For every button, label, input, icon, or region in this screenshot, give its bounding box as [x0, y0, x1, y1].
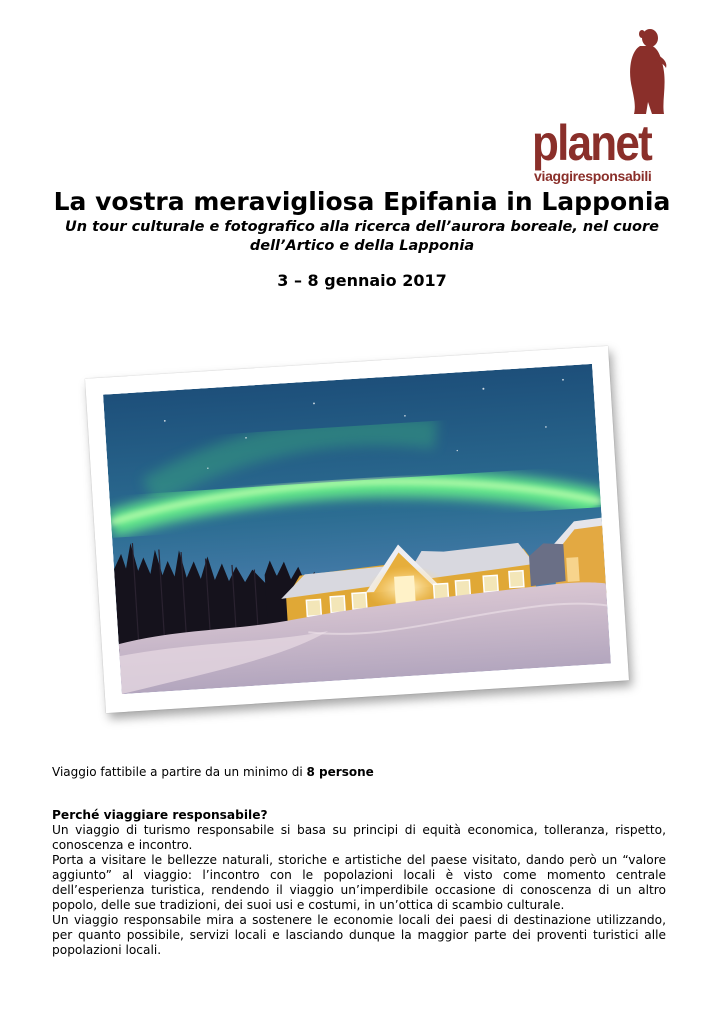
logo-wordmark: planet — [532, 115, 652, 171]
section-heading: Perché viaggiare responsabile? — [52, 808, 268, 822]
minimum-group-note — [52, 764, 672, 780]
section-paragraph: Porta a visitare le bellezze naturali, storiche e artistiche del paese visitato, dando però un “valore aggiunto” al viaggio: l’incontro con le popolazioni locali è visto come momento centrale dell’esperienza turistica, rendendo il viaggio un’imperdibile occasione di conoscenza di un altro popolo, delle sue tradizioni, dei suoi usi e costumi, in un’ottica di scambio culturale. — [52, 853, 666, 912]
note-group-size: 8 persone — [306, 765, 374, 779]
planet-logo — [532, 28, 678, 184]
logo-tagline: viaggiresponsabili — [534, 168, 652, 184]
trip-dates: 3 – 8 gennaio 2017 — [277, 271, 447, 290]
section-paragraph: Un viaggio responsabile mira a sostenere le economie locali dei paesi di destinazione utilizzando, per quanto possibile, servizi locali e lasciando dunque la maggior parte dei proventi turistici alle popolazioni locali. — [52, 913, 666, 957]
note-text: Viaggio fattibile a partire da un minimo di — [52, 765, 307, 779]
page-subtitle: Un tour culturale e fotografico alla ricerca dell’aurora boreale, nel cuore dell’Artico e della Lapponia — [65, 219, 659, 254]
bear-mascot-icon — [624, 28, 672, 118]
page-title: La vostra meravigliosa Epifania in Lapponia — [53, 187, 671, 216]
section-paragraph: Un viaggio di turismo responsabile si basa su principi di equità economica, tolleranza, rispetto, conoscenza e incontro. — [52, 823, 666, 852]
photo-frame — [85, 346, 629, 713]
aurora-borealis-over-yellow-house-photo — [103, 364, 611, 694]
responsible-travel-section — [52, 808, 666, 958]
